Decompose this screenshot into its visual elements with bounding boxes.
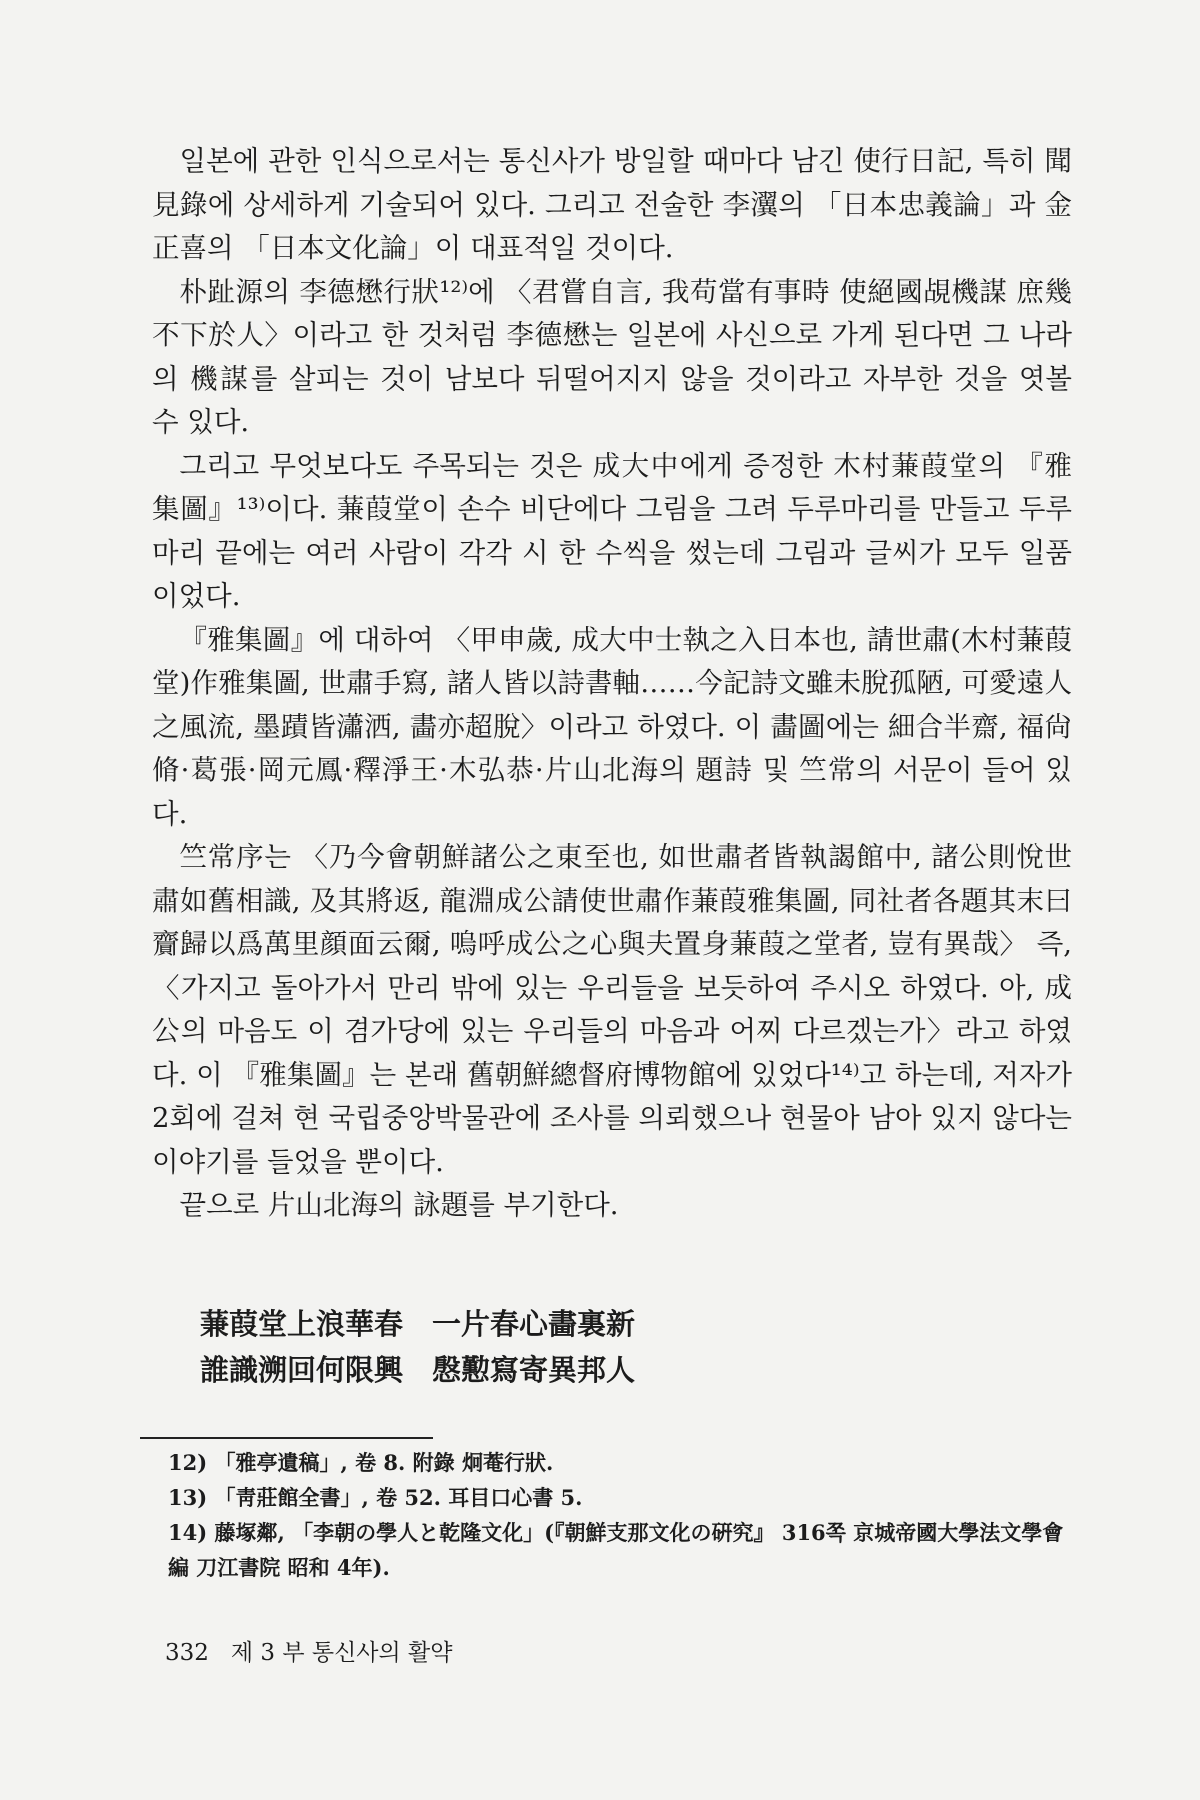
paragraph: 끝으로 片山北海의 詠題를 부기한다. — [179, 1189, 619, 1221]
paragraph: 그리고 무엇보다도 주목되는 것은 成大中에게 증정한 木村蒹葭堂의 『雅集圖』¹³⁾이다. 蒹葭堂이 손수 비단에다 그림을 그려 두루마리를 만들고 두루마리 끝에는 여러 사람이 각각 시 한 수씩을 썼는데 그림과 글씨가 모두 일품이었다. — [152, 449, 1072, 612]
poem-block — [200, 1301, 635, 1393]
footnote: 14) 藤塚鄰, 「李朝の學人と乾隆文化」(『朝鮮支那文化の硏究』 316쪽 京城帝國大學法文學會編 刀江書院 昭和 4年). — [168, 1520, 1064, 1580]
paragraph: 일본에 관한 인식으로서는 통신사가 방일할 때마다 남긴 使行日記, 특히 聞見錄에 상세하게 기술되어 있다. 그리고 전술한 李瀷의 「日本忠義論」과 金正喜의 「日本文化論」이 대표적일 것이다. — [152, 145, 1072, 264]
footnotes — [152, 1445, 1072, 1585]
poem-half: 慇懃寫寄異邦人 — [432, 1353, 636, 1387]
running-section-title: 제 3 부 통신사의 활약 — [230, 1640, 453, 1666]
poem-half: 誰識溯回何限興 — [200, 1353, 404, 1387]
page-footer — [165, 1638, 452, 1668]
poem-line — [200, 1301, 635, 1347]
poem-half: 一片春心畵裏新 — [432, 1307, 636, 1341]
paragraph: 竺常序는 〈乃今會朝鮮諸公之東至也, 如世肅者皆執謁館中, 諸公則悅世肅如舊相識, 及其將返, 龍淵成公請使世肅作蒹葭雅集圖, 同社者各題其末曰齎歸以爲萬里顔面云爾, 嗚呼成公之心與夫置身蒹葭之堂者, 豈有異哉〉 즉, 〈가지고 돌아가서 만리 밖에 있는 우리들을 보듯하여 주시오 하였다. 아, 成公의 마음도 이 겸가당에 있는 우리들의 마음과 어찌 다르겠는가〉라고 하였다. 이 『雅集圖』는 본래 舊朝鮮總督府博物館에 있었다¹⁴⁾고 하는데, 저자가 2회에 걸쳐 현 국립중앙박물관에 조사를 의뢰했으나 현물아 남아 있지 않다는 이야기를 들었을 뿐이다. — [152, 841, 1072, 1178]
paragraph: 朴趾源의 李德懋行狀¹²⁾에 〈君嘗自言, 我苟當有事時 使絕國覘機謀 庶幾不下於人〉이라고 한 것처럼 李德懋는 일본에 사신으로 가게 된다면 그 나라의 機謀를 살피는 것이 남보다 뒤떨어지지 않을 것이라고 자부한 것을 엿볼 수 있다. — [152, 275, 1072, 438]
footnote: 12) 「雅亭遺稿」, 卷 8. 附錄 炯菴行狀. — [168, 1450, 554, 1475]
footnote-rule — [140, 1437, 433, 1439]
paragraph: 『雅集圖』에 대하여 〈甲申歲, 成大中士執之入日本也, 請世肅(木村蒹葭堂)作雅集圖, 世肅手寫, 諸人皆以詩書軸……今記詩文雖未脫孤陋, 可愛遠人之風流, 墨蹟皆瀟洒, 畵亦超脫〉이라고 하였다. 이 畵圖에는 細合半齋, 福尙脩·葛張·岡元鳳·釋淨王·木弘恭·片山北海의 題詩 및 竺常의 서문이 들어 있다. — [152, 623, 1072, 830]
main-text — [152, 140, 1072, 1228]
footnote: 13) 「靑莊館全書」, 卷 52. 耳目口心書 5. — [168, 1485, 583, 1510]
page-number: 332 — [165, 1640, 209, 1666]
poem-line — [200, 1347, 635, 1393]
poem-half: 蒹葭堂上浪華春 — [200, 1307, 404, 1341]
